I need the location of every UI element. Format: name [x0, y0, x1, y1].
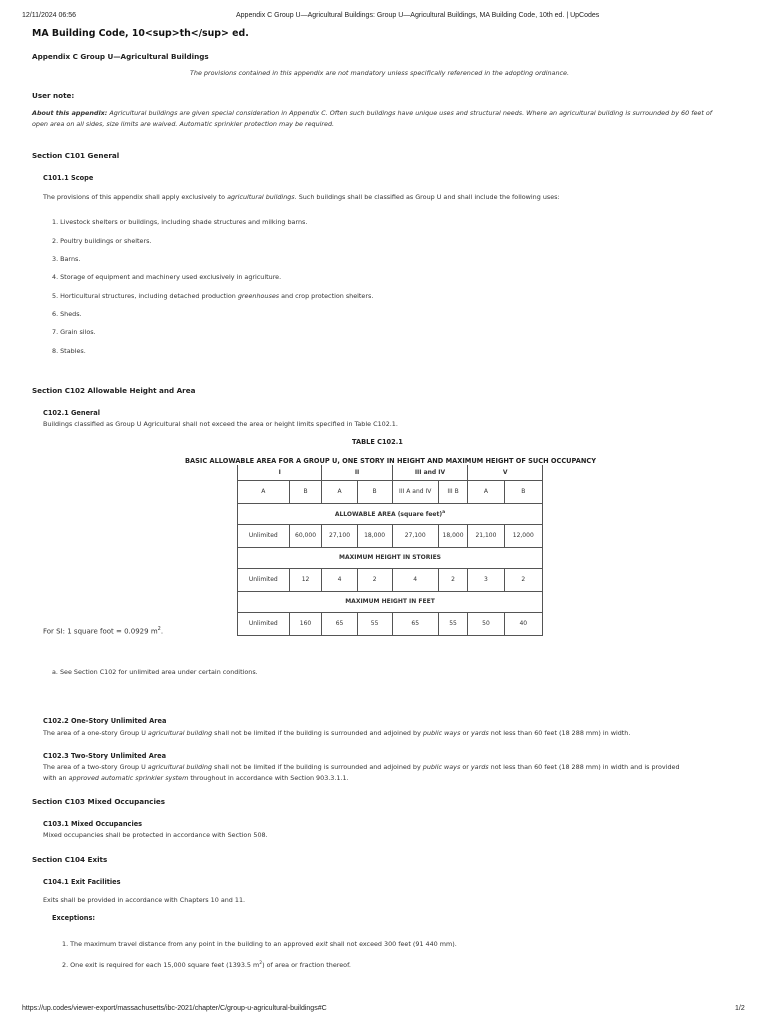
- public-ways-link[interactable]: public ways: [422, 729, 461, 737]
- c102-1-heading: C102.1 General: [43, 409, 101, 417]
- c102-2-text: The area of a one-story Group U agricultural building shall not be limited if the building is surrounded and adjoined by public ways or yards not less than 60 feet (18 288 mm) in width.: [43, 729, 631, 737]
- list-item: 4. Storage of equipment and machinery used exclusively in agriculture.: [52, 273, 282, 281]
- yards-link[interactable]: yards: [471, 729, 489, 737]
- print-datetime: 12/11/2024 06:56: [22, 12, 76, 19]
- list-item: 2. One exit is required for each 15,000 square feet (1393.5 $m^2$) of area or fraction thereof.: [62, 961, 351, 970]
- table-caption: BASIC ALLOWABLE AREA FOR A GROUP U, ONE STORY IN HEIGHT AND MAXIMUM HEIGHT OF SUCH OCCUPANCY: [185, 457, 597, 465]
- public-ways-link[interactable]: public ways: [422, 763, 461, 771]
- list-item: 3. Barns.: [52, 255, 81, 263]
- agricultural-building-link[interactable]: agricultural building: [147, 763, 213, 771]
- user-note-line1: Agricultural buildings are given special consideration in Appendix C. Often such buildings have unique uses and structural needs. Where an agricultural building is surrounded by 60 feet of: [107, 109, 713, 117]
- table-cell: 65: [322, 612, 357, 635]
- agricultural-buildings-link[interactable]: agricultural buildings: [227, 193, 295, 201]
- table-cell: 2: [504, 568, 542, 591]
- user-note-line2: open area on all sides, size limits are waived. Automatic sprinkler protection may be required.: [32, 120, 335, 128]
- c102-1-text: Buildings classified as Group U Agricultural shall not exceed the area or height limits specified in Table C102.1.: [43, 420, 398, 428]
- list-item: 8. Stables.: [52, 347, 86, 355]
- table-cell: Unlimited: [238, 612, 290, 635]
- table-cell: 40: [504, 612, 542, 635]
- c102-2-heading: C102.2 One-Story Unlimited Area: [43, 717, 167, 725]
- table-footnote: a. See Section C102 for unlimited area under certain conditions.: [52, 668, 258, 676]
- table-row: [238, 503, 543, 524]
- user-note-text: [32, 108, 742, 120]
- table-subheader-row: [238, 480, 543, 503]
- page-number: 1/2: [735, 1005, 745, 1012]
- user-note-heading: User note:: [32, 91, 75, 100]
- feet-label-cell: MAXIMUM HEIGHT IN FEET: [238, 591, 543, 612]
- table-cell: 2: [438, 568, 468, 591]
- agricultural-building-link[interactable]: agricultural building: [147, 729, 213, 737]
- table-row: [238, 547, 543, 568]
- table-cell: 18,000: [438, 524, 468, 547]
- sprinkler-system-link[interactable]: approved automatic sprinkler system: [68, 774, 189, 782]
- c102-3-text-line2: with an approved automatic sprinkler system throughout in accordance with Section 903.3.1.1.: [43, 774, 349, 782]
- greenhouses-link[interactable]: greenhouses: [237, 292, 280, 300]
- list-item: 6. Sheds.: [52, 310, 82, 318]
- table-cell: 160: [289, 612, 322, 635]
- table-cell: A: [322, 480, 357, 503]
- c103-1-heading: C103.1 Mixed Occupancies: [43, 820, 143, 828]
- group-header: I: [238, 465, 322, 480]
- yards-link[interactable]: yards: [470, 763, 489, 771]
- table-group-row: [238, 465, 543, 480]
- table-cell: 4: [392, 568, 438, 591]
- table-cell: 18,000: [357, 524, 392, 547]
- table-row: [238, 612, 543, 635]
- section-c101-heading: Section C101 General: [32, 151, 120, 160]
- table-cell: 21,100: [468, 524, 504, 547]
- c101-1-heading: C101.1 Scope: [43, 174, 94, 182]
- table-cell: 55: [438, 612, 468, 635]
- table-label: TABLE C102.1: [352, 438, 403, 446]
- c104-1-text: Exits shall be provided in accordance with Chapters 10 and 11.: [43, 896, 246, 904]
- appendix-heading: Appendix C Group U—Agricultural Buildings: [32, 52, 209, 61]
- c102-3-heading: C102.3 Two-Story Unlimited Area: [43, 752, 167, 760]
- table-cell: III B: [438, 480, 468, 503]
- section-c103-heading: Section C103 Mixed Occupancies: [32, 797, 166, 806]
- c103-1-text: Mixed occupancies shall be protected in accordance with Section 508.: [43, 831, 268, 839]
- list-item: 7. Grain silos.: [52, 328, 96, 336]
- section-c102-heading: Section C102 Allowable Height and Area: [32, 386, 196, 395]
- area-label-cell: ALLOWABLE AREA (square feet)$^a$: [238, 503, 543, 524]
- list-item: 1. Livestock shelters or buildings, including shade structures and milking barns.: [52, 218, 308, 226]
- c102-3-text: The area of a two-story Group U agricultural building shall not be limited if the building is surrounded and adjoined by public ways or yards not less than 60 feet (18 288 mm) in width and is provided: [43, 763, 680, 771]
- table-cell: B: [504, 480, 542, 503]
- table-cell: 3: [468, 568, 504, 591]
- table-cell: 12: [289, 568, 322, 591]
- table-cell: Unlimited: [238, 568, 290, 591]
- table-cell: 60,000: [289, 524, 322, 547]
- table-cell: 27,100: [322, 524, 357, 547]
- table-cell: 55: [357, 612, 392, 635]
- table-cell: III A and IV: [392, 480, 438, 503]
- table-cell: 65: [392, 612, 438, 635]
- table-cell: A: [468, 480, 504, 503]
- stories-label-cell: MAXIMUM HEIGHT IN STORIES: [238, 547, 543, 568]
- table-cell: 4: [322, 568, 357, 591]
- exit-link[interactable]: exit: [315, 940, 328, 948]
- table-cell: 2: [357, 568, 392, 591]
- table-row: [238, 591, 543, 612]
- table-cell: 27,100: [392, 524, 438, 547]
- si-conversion-note: For SI: 1 square foot = 0.0929 $m^2$.: [43, 626, 164, 636]
- table-c102-1: [237, 465, 543, 636]
- list-item: 5. Horticultural structures, including detached production greenhouses and crop protection shelters.: [52, 292, 374, 300]
- page-title: MA Building Code, 10<sup>th</sup> ed.: [32, 28, 249, 39]
- table-row: [238, 524, 543, 547]
- table-cell: 50: [468, 612, 504, 635]
- intro-note: The provisions contained in this appendix are not mandatory unless specifically referenced in the adopting ordinance.: [190, 69, 569, 77]
- c101-1-text: The provisions of this appendix shall apply exclusively to agricultural buildings. Such buildings shall be classified as Group U and shall include the following uses:: [43, 193, 560, 201]
- user-note-lead: About this appendix:: [32, 109, 108, 117]
- c104-1-heading: C104.1 Exit Facilities: [43, 878, 121, 886]
- section-c104-heading: Section C104 Exits: [32, 855, 108, 864]
- list-item: 1. The maximum travel distance from any point in the building to an approved exit shall not exceed 300 feet (91 440 mm).: [62, 940, 457, 948]
- table-cell: 12,000: [504, 524, 542, 547]
- print-doc-title: Appendix C Group U—Agricultural Buildings: Group U—Agricultural Buildings, MA Building Code, 10th ed. | UpCodes: [236, 12, 600, 19]
- table-cell: Unlimited: [238, 524, 290, 547]
- table-cell: B: [289, 480, 322, 503]
- table-cell: B: [357, 480, 392, 503]
- table-cell: A: [238, 480, 290, 503]
- table-row: [238, 568, 543, 591]
- footer-url: https://up.codes/viewer-export/massachusetts/ibc-2021/chapter/C/group-u-agricultural-buildings#C: [22, 1005, 327, 1012]
- group-header: V: [468, 465, 543, 480]
- group-header: II: [322, 465, 392, 480]
- group-header: III and IV: [392, 465, 468, 480]
- exceptions-heading: Exceptions:: [52, 914, 96, 922]
- list-item: 2. Poultry buildings or shelters.: [52, 237, 152, 245]
